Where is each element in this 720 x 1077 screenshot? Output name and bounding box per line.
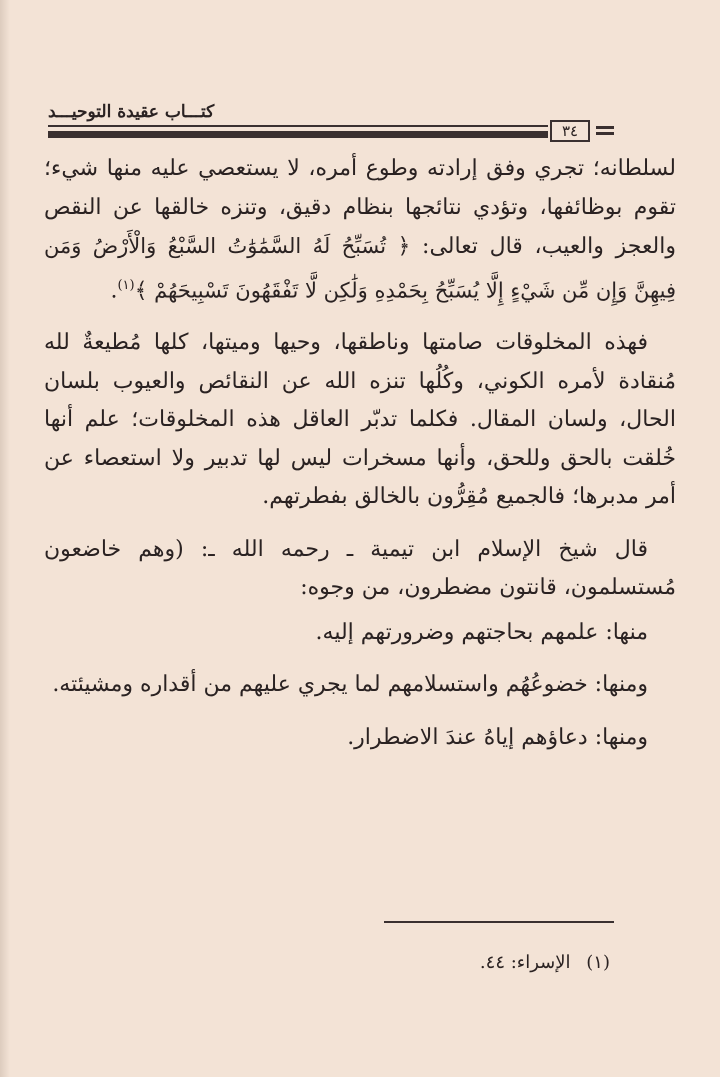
header-thin-rule bbox=[48, 125, 548, 127]
paragraph-6-point: ومنها: دعاؤهم إياهُ عندَ الاضطرار. bbox=[347, 724, 648, 750]
header-thick-rule bbox=[48, 131, 548, 138]
ornament-bar bbox=[596, 126, 614, 129]
footnote-number: (١) bbox=[586, 952, 610, 973]
quran-close-bracket-icon: ﴾ bbox=[134, 277, 148, 303]
paragraph-1 bbox=[44, 150, 676, 310]
footnote-separator bbox=[384, 921, 614, 923]
page-edge-shadow bbox=[0, 0, 10, 1077]
quran-verse: تُسَبِّحُ لَهُ السَّمَٰوَٰتُ السَّبْعُ وَالْأَرْضُ وَمَن فِيهِنَّ وَإِن مِّن شَيْءٍ إِلَّا يُسَبِّحُ بِحَمْدِهِ وَلَٰكِن لَّا تَفْقَهُونَ تَسْبِيحَهُمْ bbox=[44, 234, 676, 302]
footnote-1 bbox=[480, 952, 610, 973]
ornament-bar bbox=[596, 132, 614, 135]
header-ornament-bars bbox=[596, 126, 614, 138]
paragraph-4-point: منها: علمهم بحاجتهم وضرورتهم إليه. bbox=[315, 619, 648, 645]
quran-open-bracket-icon: ﴿ bbox=[397, 234, 411, 259]
page-header bbox=[40, 102, 680, 142]
footnote-text: الإسراء: ٤٤. bbox=[479, 952, 571, 973]
footnote-reference[interactable]: (١) bbox=[117, 277, 135, 293]
running-title: كتـــاب عقيدة التوحيـــد bbox=[48, 102, 215, 122]
paragraph-5-point: ومنها: خضوعُهُم واستسلامهم لما يجري عليهم من أقداره ومشيئته. bbox=[52, 672, 648, 698]
paragraph-2: فهذه المخلوقات صامتها وناطقها، وحيها وميتها، كلها مُطيعةٌ لله مُنقادة لأمره الكوني، وكُلُها تنزه الله عن النقائص والعيوب بلسان الحال، ولسان المقال. فكلما تدبّر العاقل هذه المخلوقات؛ علم أنها خُلقت بالحق وللحق، وأنها مسخرات ليس لها تدبير ولا استعصاء عن أمر مدبرها؛ فالجميع مُقِرُّون بالخالق بفطرتهم. bbox=[44, 330, 676, 510]
page-number: ٣٤ bbox=[550, 120, 590, 142]
paragraph-text: لسلطانه؛ تجري وفق إرادته وطوع أمره، لا يستعصي عليه منها شيء؛ تقوم بوظائفها، وتؤدي نتائجها بنظام دقيق، وتنزه خالقها عن النقص والعجز والعيب، قال تعالى: bbox=[44, 156, 676, 259]
page-body bbox=[44, 150, 676, 771]
paragraph-3-quote: قال شيخ الإسلام ابن تيمية ـ رحمه الله ـ: (وهم خاضعون مُستسلمون، قانتون مضطرون، من وجوه: bbox=[44, 536, 676, 601]
sentence-end: . bbox=[110, 277, 118, 303]
